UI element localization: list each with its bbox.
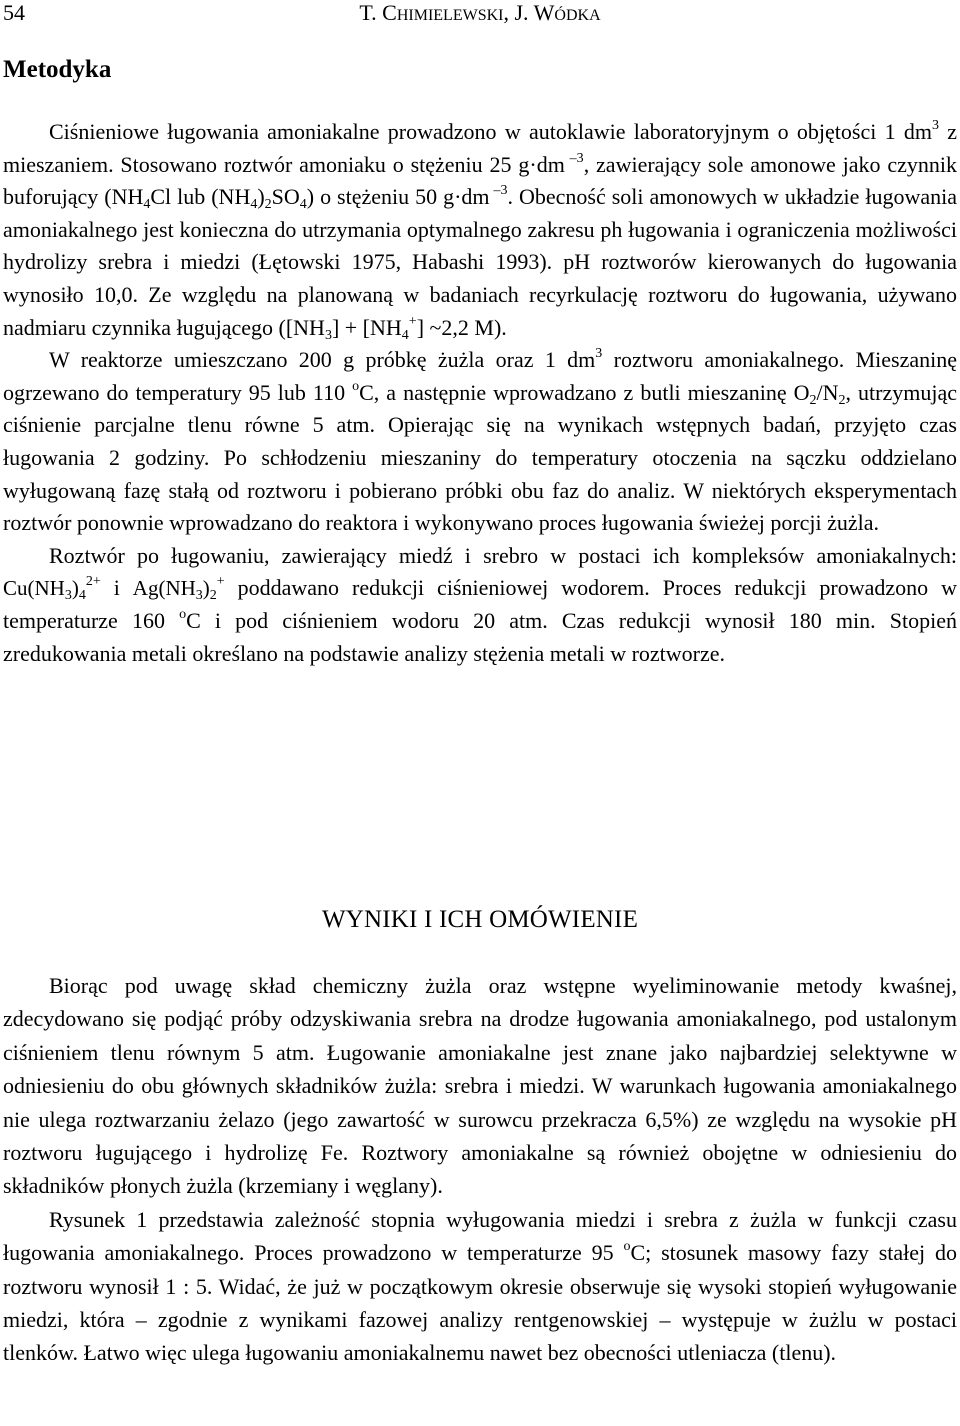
formula-silver-complex: $Ag(NH_3)_2^+$ (132, 574, 225, 604)
results-paragraph-1: Biorąc pod uwagę skład chemiczny żużla oraz wstępne wyeliminowanie metody kwaśnej, zdecydowano się podjąć próby odzyskiwania srebra na drodze ługowania amoniakalnego, pod ustalonym ciśnieniem tlenu równym 5 atm. Ługowanie amoniakalne jest znane jako najbardziej selektywne w odniesieniu do obu głównych składników żużla: srebra i miedzi. W warunkach ługowania amoniakalnego nie ulega roztwarzaniu żelazo (jego zawartość w surowcu przekracza 6,5%) ze względu na wysokie pH roztworu ługującego i hydrolizę Fe. Roztwory amoniakalne są również obojętne w odniesieniu do składników płonych żużla (krzemiany i węglany). (3, 973, 957, 1199)
methods-text (3, 116, 957, 670)
results-text (3, 969, 957, 1370)
results-paragraph-2: Rysunek 1 przedstawia zależność stopnia wyługowania miedzi i srebra z żużla w funkcji czasu ługowania amoniakalnego. Proces prowadzono w temperaturze 95 $^o$C; stosunek masowy fazy stałej do roztworu wynosił 1 : 5. Widać, że już w początkowym okresie obserwuje się wysoki stopień wyługowanie miedzi, która – zgodnie z wynikami fazowej analizy rentgenowskiej – występuje w żużlu w postaci tlenków. Łatwo więc ulega ługowaniu amoniakalnemu nawet bez obecności utleniacza (tlenu). (3, 1206, 957, 1366)
formula-copper-complex: $Cu(NH_3)_4^{2+}$ (3, 574, 101, 604)
running-title: T. CHIMIELEWSKI, J. WÓDKA (359, 0, 601, 25)
methods-paragraph-1: Ciśnieniowe ługowania amoniakalne prowadzono w autoklawie laboratoryjnym o objętości 1 $dm^3$ z mieszaniem. Stosowano roztwór amoniaku o stężeniu 25 g·dm $^{-3}$, zawierający sole amonowe jako czynnik buforujący ($NH_4Cl$ lub $(NH_4)_2SO_4$) o stężeniu 50 g·dm $^{-3}$. Obecność soli amonowych w układzie ługowania amoniakalnego jest konieczna do utrzymania optymalnego zakresu ph ługowania i ograniczenia możliwości hydrolizy srebra i miedzi (Łętowski 1975, Habashi 1993). pH roztworów kierowanych do ługowania wynosiło 10,0. Ze względu na planowaną w badaniach recyrkulację roztworu do ługowania, używano nadmiaru czynnika ługującego ($[NH_3] + [NH_4^+]$ ~2,2 M). (3, 118, 957, 343)
methods-paragraph-2: W reaktorze umieszczano 200 g próbkę żużla oraz 1 $dm^3$ roztworu amoniakalnego. Mieszaninę ogrzewano do temperatury 95 lub 110 $^o$C, a następnie wprowadzano z butli mieszaninę $O_2/N_2$, utrzymując ciśnienie parcjalne tlenu równe 5 atm. Opierając się na wynikach wstępnych badań, przyjęto czas ługowania 2 godziny. Po schłodzeniu mieszaniny do temperatury otoczenia na sączku oddzielano wyługowaną fazę stałą od roztworu i pobierano próbki obu faz do analiz. W niektórych eksperymentach roztwór ponownie wprowadzano do reaktora i wykonywano proces ługowania świeżej porcji żużla. (3, 346, 958, 536)
page-number: 54 (3, 0, 25, 25)
methods-paragraph-3: Roztwór po ługowaniu, zawierający miedź i srebro w postaci ich kompleksów amoniakalnych: $Cu(NH_3)_4^{2+}$ i $Ag(NH_3)_2^+$ poddawano redukcji ciśnieniowej wodorem. Proces redukcji prowadzono w temperaturze 160 $^o$C i pod ciśnieniem wodoru 20 atm. Czas redukcji wynosił 180 min. Stopień zredukowania metali określano na podstawie analizy stężenia metali w roztworze. (3, 542, 958, 666)
page-header (0, 0, 960, 32)
section-heading-metodyka: Metodyka (3, 56, 112, 83)
section-heading-wyniki: WYNIKI I ICH OMÓWIENIE (321, 906, 639, 933)
